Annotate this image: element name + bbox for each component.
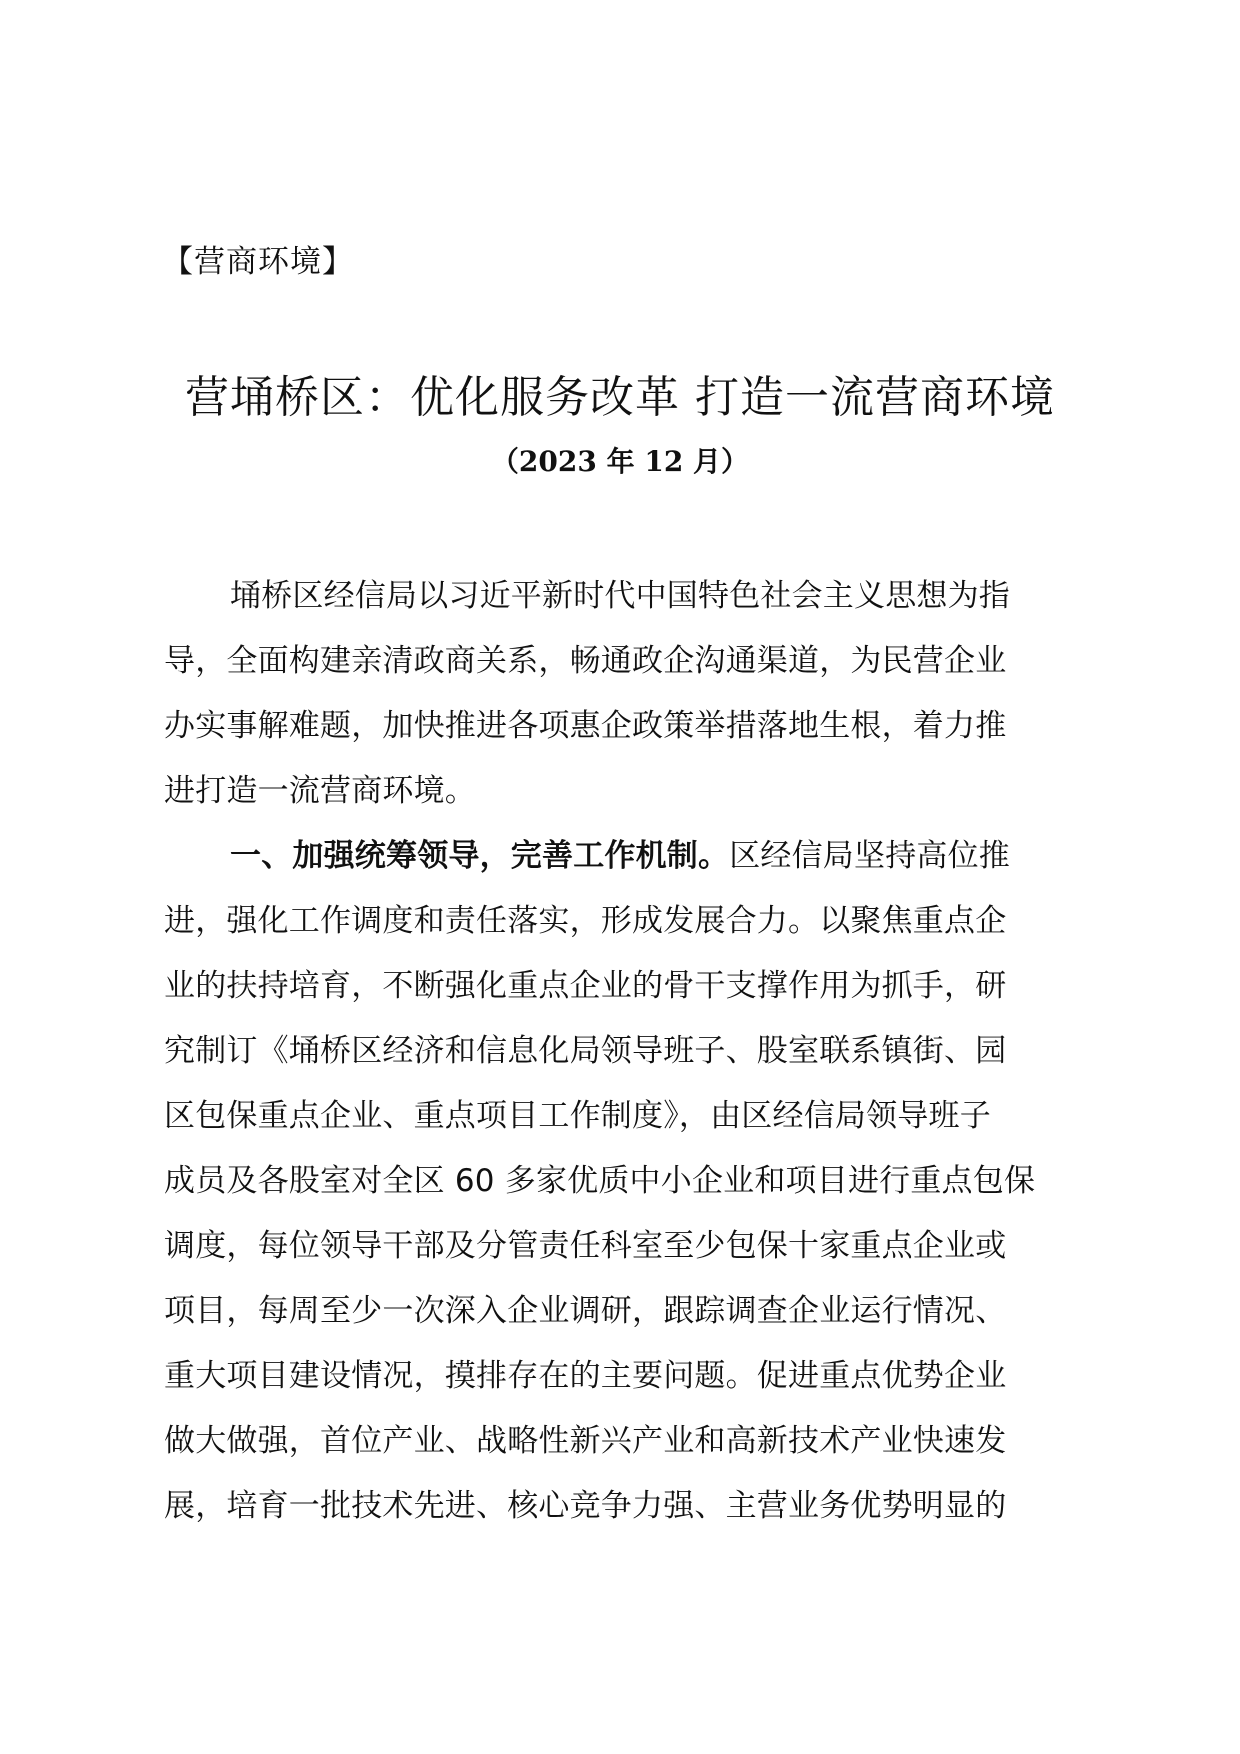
section-1-first-line bbox=[164, 824, 1084, 889]
category-label: 【营商环境】 bbox=[162, 244, 354, 280]
section-1-first-line-text: 区经信局坚持高位推 bbox=[729, 838, 1011, 874]
paragraph-1-line: 导，全面构建亲清政商关系，畅通政企沟通渠道，为民营企业 bbox=[164, 643, 1007, 679]
section-1-line: 究制订《埇桥区经济和信息化局领导班子、股室联系镇街、园 bbox=[164, 1033, 1007, 1069]
paragraph-1-line: 埇桥区经信局以习近平新时代中国特色社会主义思想为指 bbox=[230, 578, 1010, 614]
document-title: 营埇桥区：优化服务改革 打造一流营商环境 bbox=[185, 372, 1055, 423]
section-1-heading: 一、加强统筹领导，完善工作机制。 bbox=[230, 838, 730, 874]
paragraph-1-line: 进打造一流营商环境。 bbox=[164, 773, 476, 809]
section-1-line: 调度，每位领导干部及分管责任科室至少包保十家重点企业或 bbox=[164, 1228, 1007, 1264]
section-1-line: 做大做强，首位产业、战略性新兴产业和高新技术产业快速发 bbox=[164, 1423, 1007, 1459]
section-1-line: 重大项目建设情况，摸排存在的主要问题。促进重点优势企业 bbox=[164, 1358, 1007, 1394]
document-body bbox=[164, 564, 1084, 1539]
section-1-line: 项目，每周至少一次深入企业调研，跟踪调查企业运行情况、 bbox=[164, 1293, 1007, 1329]
section-1-line: 区包保重点企业、重点项目工作制度》，由区经信局领导班子 bbox=[164, 1098, 991, 1134]
section-1-line: 展，培育一批技术先进、核心竞争力强、主营业务优势明显的 bbox=[164, 1488, 1007, 1524]
section-1-line: 成员及各股室对全区 60 多家优质中小企业和项目进行重点包保 bbox=[164, 1163, 1036, 1199]
document-date: （2023 年 12 月） bbox=[490, 445, 750, 478]
section-1-line: 业的扶持培育，不断强化重点企业的骨干支撑作用为抓手，研 bbox=[164, 968, 1007, 1004]
paragraph-1-line: 办实事解难题，加快推进各项惠企政策举措落地生根，着力推 bbox=[164, 708, 1007, 744]
section-1-line: 进，强化工作调度和责任落实，形成发展合力。以聚焦重点企 bbox=[164, 903, 1007, 939]
